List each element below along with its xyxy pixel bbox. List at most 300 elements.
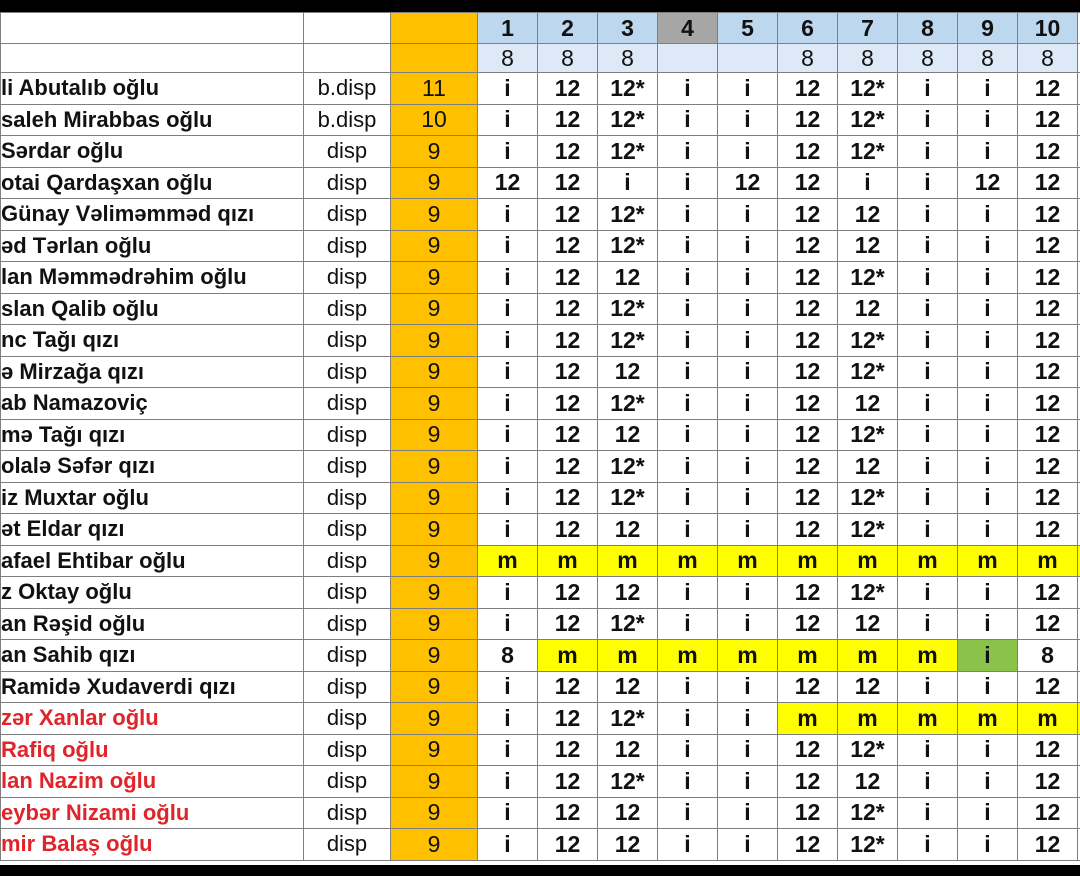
enrollment-type[interactable]: disp [304, 482, 391, 514]
grade-cell[interactable]: 12 [598, 262, 658, 294]
student-name[interactable]: Rafiq oğlu [1, 734, 304, 766]
grade-cell[interactable]: m [718, 640, 778, 672]
column-number-9[interactable]: 9 [958, 13, 1018, 44]
grade-cell[interactable]: i [478, 230, 538, 262]
max-points-3[interactable]: 8 [598, 44, 658, 73]
enrollment-type[interactable]: disp [304, 419, 391, 451]
grade-cell[interactable]: m [538, 545, 598, 577]
enrollment-type[interactable]: disp [304, 734, 391, 766]
grade-cell[interactable]: i [658, 104, 718, 136]
grade-cell[interactable]: 12 [1018, 104, 1078, 136]
column-number-7[interactable]: 7 [838, 13, 898, 44]
enrollment-type[interactable]: b.disp [304, 104, 391, 136]
grade-cell[interactable]: i [478, 797, 538, 829]
grade-cell[interactable]: 12* [598, 136, 658, 168]
grade-cell[interactable]: 12 [598, 577, 658, 609]
grade-cell[interactable]: m [958, 545, 1018, 577]
grade-cell[interactable]: m [1018, 545, 1078, 577]
grade-cell[interactable]: i [898, 325, 958, 357]
score-cell[interactable]: 9 [391, 703, 478, 735]
grade-cell[interactable]: i [958, 766, 1018, 798]
grade-cell[interactable]: 12 [838, 671, 898, 703]
student-name[interactable]: saleh Mirabbas oğlu [1, 104, 304, 136]
grade-cell[interactable]: 12* [598, 451, 658, 483]
grade-cell[interactable]: i [658, 797, 718, 829]
grade-cell[interactable]: i [898, 482, 958, 514]
grade-cell[interactable]: i [718, 514, 778, 546]
grade-cell[interactable]: i [478, 514, 538, 546]
grade-cell[interactable]: 12 [538, 734, 598, 766]
student-name[interactable]: lan Məmmədrəhim oğlu [1, 262, 304, 294]
grade-cell[interactable]: 12 [1018, 419, 1078, 451]
grade-cell[interactable]: i [958, 797, 1018, 829]
grade-cell[interactable]: i [958, 388, 1018, 420]
grade-cell[interactable]: i [718, 703, 778, 735]
grade-cell[interactable]: i [838, 167, 898, 199]
grade-cell[interactable]: 12* [838, 514, 898, 546]
grade-cell[interactable]: m [658, 545, 718, 577]
grade-cell[interactable]: i [898, 514, 958, 546]
grade-cell[interactable]: i [658, 73, 718, 105]
grade-cell[interactable]: 12* [838, 104, 898, 136]
score-cell[interactable]: 9 [391, 356, 478, 388]
student-name[interactable]: nc Tağı qızı [1, 325, 304, 357]
student-name[interactable]: ab Namazoviç [1, 388, 304, 420]
grade-cell[interactable]: 12 [778, 293, 838, 325]
grade-cell[interactable]: i [658, 199, 718, 231]
grade-cell[interactable]: 12 [778, 104, 838, 136]
grade-cell[interactable]: i [958, 104, 1018, 136]
grade-cell[interactable]: m [778, 640, 838, 672]
grade-cell[interactable]: i [658, 356, 718, 388]
column-number-1[interactable]: 1 [478, 13, 538, 44]
student-name[interactable]: slan Qalib oğlu [1, 293, 304, 325]
grade-cell[interactable]: 12 [838, 608, 898, 640]
grade-cell[interactable]: i [898, 136, 958, 168]
grade-cell[interactable]: i [478, 482, 538, 514]
enrollment-type[interactable]: disp [304, 262, 391, 294]
grade-cell[interactable]: i [958, 671, 1018, 703]
grade-cell[interactable]: 12 [1018, 356, 1078, 388]
grade-cell[interactable]: 12 [1018, 829, 1078, 861]
grade-cell[interactable]: i [478, 293, 538, 325]
grade-cell[interactable]: i [898, 734, 958, 766]
grade-cell[interactable]: 12 [538, 199, 598, 231]
grade-cell[interactable]: i [958, 608, 1018, 640]
score-cell[interactable]: 9 [391, 482, 478, 514]
grade-cell[interactable]: i [898, 671, 958, 703]
grade-cell[interactable]: i [898, 293, 958, 325]
grade-cell[interactable]: i [478, 766, 538, 798]
grade-cell[interactable]: 12 [778, 136, 838, 168]
grade-cell[interactable]: 12* [838, 829, 898, 861]
student-name[interactable]: otai Qardaşxan oğlu [1, 167, 304, 199]
grade-cell[interactable]: i [718, 104, 778, 136]
grade-cell[interactable]: 12 [538, 608, 598, 640]
grade-cell[interactable]: 12 [778, 419, 838, 451]
grade-cell[interactable]: 8 [478, 640, 538, 672]
grade-cell[interactable]: m [838, 545, 898, 577]
grade-cell[interactable]: i [718, 766, 778, 798]
grade-cell[interactable]: i [718, 230, 778, 262]
grade-cell[interactable]: i [718, 829, 778, 861]
grade-cell[interactable]: 12 [778, 167, 838, 199]
grade-cell[interactable]: i [958, 356, 1018, 388]
grade-cell[interactable]: i [898, 577, 958, 609]
grade-cell[interactable]: 12* [598, 703, 658, 735]
grade-cell[interactable]: 12* [598, 104, 658, 136]
grade-cell[interactable]: i [718, 671, 778, 703]
grade-cell[interactable]: i [658, 293, 718, 325]
max-points-8[interactable]: 8 [898, 44, 958, 73]
grade-cell[interactable]: 12 [838, 766, 898, 798]
grade-cell[interactable]: 12 [778, 451, 838, 483]
score-cell[interactable]: 9 [391, 388, 478, 420]
score-cell[interactable]: 9 [391, 199, 478, 231]
grade-cell[interactable]: 12 [538, 419, 598, 451]
grade-cell[interactable]: 12 [1018, 608, 1078, 640]
grade-cell[interactable]: i [658, 419, 718, 451]
grade-cell[interactable]: 12 [538, 482, 598, 514]
grade-cell[interactable]: i [958, 734, 1018, 766]
grade-cell[interactable]: m [598, 640, 658, 672]
grade-cell[interactable]: i [478, 419, 538, 451]
grade-cell[interactable]: 12 [1018, 262, 1078, 294]
grade-cell[interactable]: i [958, 419, 1018, 451]
grade-cell[interactable]: 12 [838, 451, 898, 483]
grade-cell[interactable]: 12 [838, 199, 898, 231]
grade-cell[interactable]: i [718, 734, 778, 766]
grade-cell[interactable]: 12 [1018, 325, 1078, 357]
score-cell[interactable]: 11 [391, 73, 478, 105]
grade-cell[interactable]: i [478, 356, 538, 388]
grade-cell[interactable]: 12 [538, 766, 598, 798]
grade-cell[interactable]: m [898, 545, 958, 577]
score-cell[interactable]: 10 [391, 104, 478, 136]
grade-cell[interactable]: 8 [1018, 640, 1078, 672]
grade-cell[interactable]: m [658, 640, 718, 672]
grade-cell[interactable]: i [958, 514, 1018, 546]
grade-cell[interactable]: m [958, 703, 1018, 735]
student-name[interactable]: mir Balaş oğlu [1, 829, 304, 861]
enrollment-type[interactable]: b.disp [304, 73, 391, 105]
column-number-5[interactable]: 5 [718, 13, 778, 44]
grade-cell[interactable]: 12 [1018, 199, 1078, 231]
score-cell[interactable]: 9 [391, 545, 478, 577]
grade-cell[interactable]: i [718, 199, 778, 231]
grade-cell[interactable]: 12 [538, 671, 598, 703]
enrollment-type[interactable]: disp [304, 766, 391, 798]
grade-cell[interactable]: 12 [1018, 514, 1078, 546]
grade-cell[interactable]: 12 [838, 388, 898, 420]
grade-cell[interactable]: i [658, 671, 718, 703]
grade-cell[interactable]: 12 [1018, 136, 1078, 168]
score-cell[interactable]: 9 [391, 640, 478, 672]
grade-cell[interactable]: i [478, 671, 538, 703]
grade-cell[interactable]: 12 [538, 451, 598, 483]
grade-cell[interactable]: 12 [778, 797, 838, 829]
grade-cell[interactable]: 12 [1018, 482, 1078, 514]
enrollment-type[interactable]: disp [304, 797, 391, 829]
grade-cell[interactable]: 12 [1018, 73, 1078, 105]
grade-cell[interactable]: 12 [1018, 766, 1078, 798]
grade-cell[interactable]: 12 [538, 262, 598, 294]
grade-cell[interactable]: i [658, 230, 718, 262]
grade-cell[interactable]: 12* [598, 199, 658, 231]
grade-cell[interactable]: i [718, 419, 778, 451]
score-cell[interactable]: 9 [391, 766, 478, 798]
student-name[interactable]: afael Ehtibar oğlu [1, 545, 304, 577]
grade-cell[interactable]: 12* [838, 577, 898, 609]
score-cell[interactable]: 9 [391, 671, 478, 703]
grade-cell[interactable]: 12 [598, 829, 658, 861]
grade-cell[interactable]: i [898, 829, 958, 861]
grade-cell[interactable]: 12 [538, 829, 598, 861]
grade-cell[interactable]: i [598, 167, 658, 199]
grade-cell[interactable]: 12* [598, 293, 658, 325]
score-cell[interactable]: 9 [391, 797, 478, 829]
grade-cell[interactable]: m [898, 640, 958, 672]
enrollment-type[interactable]: disp [304, 136, 391, 168]
grade-cell[interactable]: i [898, 419, 958, 451]
max-points-10[interactable]: 8 [1018, 44, 1078, 73]
student-name[interactable]: zər Xanlar oğlu [1, 703, 304, 735]
grade-cell[interactable]: m [778, 703, 838, 735]
student-name[interactable]: z Oktay oğlu [1, 577, 304, 609]
grade-cell[interactable]: 12 [1018, 797, 1078, 829]
grade-cell[interactable]: i [718, 388, 778, 420]
score-cell[interactable]: 9 [391, 136, 478, 168]
enrollment-type[interactable]: disp [304, 577, 391, 609]
student-name[interactable]: Ramidə Xudaverdi qızı [1, 671, 304, 703]
grade-cell[interactable]: 12 [778, 766, 838, 798]
grade-cell[interactable]: m [478, 545, 538, 577]
grade-cell[interactable]: i [658, 482, 718, 514]
grade-cell[interactable]: 12 [538, 73, 598, 105]
grade-cell[interactable]: i [958, 293, 1018, 325]
grade-cell[interactable]: i [958, 640, 1018, 672]
grade-cell[interactable]: 12 [958, 167, 1018, 199]
grade-cell[interactable]: i [898, 608, 958, 640]
grade-cell[interactable]: 12 [838, 230, 898, 262]
grade-cell[interactable]: i [718, 356, 778, 388]
score-cell[interactable]: 9 [391, 577, 478, 609]
grade-cell[interactable]: i [898, 797, 958, 829]
score-cell[interactable]: 9 [391, 262, 478, 294]
grade-cell[interactable]: i [658, 136, 718, 168]
student-name[interactable]: əd Tərlan oğlu [1, 230, 304, 262]
grade-cell[interactable]: 12 [538, 703, 598, 735]
enrollment-type[interactable]: disp [304, 199, 391, 231]
grade-cell[interactable]: m [718, 545, 778, 577]
max-points-4[interactable] [658, 44, 718, 73]
grade-cell[interactable]: i [718, 73, 778, 105]
grade-cell[interactable]: 12* [598, 388, 658, 420]
student-name[interactable]: Günay Vəliməmməd qızı [1, 199, 304, 231]
grade-cell[interactable]: 12* [598, 325, 658, 357]
grade-cell[interactable]: i [898, 388, 958, 420]
grade-cell[interactable]: 12 [538, 167, 598, 199]
grade-cell[interactable]: i [658, 577, 718, 609]
grade-cell[interactable]: i [718, 482, 778, 514]
grade-cell[interactable]: 12* [598, 73, 658, 105]
grade-cell[interactable]: m [1018, 703, 1078, 735]
grade-cell[interactable]: i [718, 608, 778, 640]
grade-cell[interactable]: 12 [778, 608, 838, 640]
grade-cell[interactable]: 12 [538, 325, 598, 357]
grade-cell[interactable]: 12 [538, 230, 598, 262]
enrollment-type[interactable]: disp [304, 230, 391, 262]
score-cell[interactable]: 9 [391, 451, 478, 483]
grade-cell[interactable]: i [718, 262, 778, 294]
grade-cell[interactable]: i [958, 325, 1018, 357]
max-points-7[interactable]: 8 [838, 44, 898, 73]
grade-cell[interactable]: i [658, 734, 718, 766]
max-points-1[interactable]: 8 [478, 44, 538, 73]
grade-cell[interactable]: 12 [1018, 671, 1078, 703]
score-cell[interactable]: 9 [391, 514, 478, 546]
grade-cell[interactable]: 12 [838, 293, 898, 325]
grade-cell[interactable]: 12 [778, 388, 838, 420]
grade-cell[interactable]: i [958, 199, 1018, 231]
score-cell[interactable]: 9 [391, 230, 478, 262]
grade-cell[interactable]: i [898, 73, 958, 105]
grade-cell[interactable]: 12 [598, 514, 658, 546]
student-name[interactable]: ət Eldar qızı [1, 514, 304, 546]
grade-cell[interactable]: 12* [838, 262, 898, 294]
grade-cell[interactable]: i [478, 608, 538, 640]
score-cell[interactable]: 9 [391, 325, 478, 357]
score-cell[interactable]: 9 [391, 829, 478, 861]
grade-cell[interactable]: i [478, 199, 538, 231]
grade-cell[interactable]: i [478, 734, 538, 766]
grade-cell[interactable]: 12 [1018, 230, 1078, 262]
grade-cell[interactable]: i [478, 73, 538, 105]
grade-cell[interactable]: 12* [838, 734, 898, 766]
column-number-10[interactable]: 10 [1018, 13, 1078, 44]
grade-cell[interactable]: 12* [838, 482, 898, 514]
grade-cell[interactable]: 12 [1018, 577, 1078, 609]
enrollment-type[interactable]: disp [304, 388, 391, 420]
enrollment-type[interactable]: disp [304, 167, 391, 199]
grade-cell[interactable]: i [898, 167, 958, 199]
student-name[interactable]: Sərdar oğlu [1, 136, 304, 168]
grade-cell[interactable]: i [658, 388, 718, 420]
grade-cell[interactable]: 12 [778, 482, 838, 514]
grade-cell[interactable]: i [718, 293, 778, 325]
grade-cell[interactable]: 12 [778, 671, 838, 703]
grade-cell[interactable]: 12 [538, 577, 598, 609]
grade-cell[interactable]: 12* [838, 356, 898, 388]
grade-cell[interactable]: i [658, 703, 718, 735]
enrollment-type[interactable]: disp [304, 545, 391, 577]
score-cell[interactable]: 9 [391, 293, 478, 325]
max-points-5[interactable] [718, 44, 778, 73]
grade-cell[interactable]: i [478, 325, 538, 357]
student-name[interactable]: mə Tağı qızı [1, 419, 304, 451]
student-name[interactable]: ə Mirzağa qızı [1, 356, 304, 388]
grade-cell[interactable]: i [658, 262, 718, 294]
student-name[interactable]: li Abutalıb oğlu [1, 73, 304, 105]
grade-cell[interactable]: m [838, 703, 898, 735]
grade-cell[interactable]: i [958, 73, 1018, 105]
grade-cell[interactable]: 12* [838, 73, 898, 105]
max-points-2[interactable]: 8 [538, 44, 598, 73]
grade-cell[interactable]: i [718, 325, 778, 357]
grade-cell[interactable]: 12 [538, 514, 598, 546]
grade-cell[interactable]: 12 [1018, 451, 1078, 483]
grade-cell[interactable]: 12 [778, 577, 838, 609]
student-name[interactable]: an Rəşid oğlu [1, 608, 304, 640]
grade-cell[interactable]: 12 [538, 136, 598, 168]
grade-cell[interactable]: 12 [478, 167, 538, 199]
grade-cell[interactable]: i [898, 199, 958, 231]
grade-cell[interactable]: 12* [598, 608, 658, 640]
enrollment-type[interactable]: disp [304, 356, 391, 388]
column-number-8[interactable]: 8 [898, 13, 958, 44]
grade-cell[interactable]: 12 [538, 356, 598, 388]
student-name[interactable]: iz Muxtar oğlu [1, 482, 304, 514]
grade-cell[interactable]: i [658, 514, 718, 546]
enrollment-type[interactable]: disp [304, 514, 391, 546]
grade-cell[interactable]: 12 [778, 325, 838, 357]
grade-cell[interactable]: m [778, 545, 838, 577]
grade-cell[interactable]: 12 [598, 419, 658, 451]
score-cell[interactable]: 9 [391, 419, 478, 451]
student-name[interactable]: olalə Səfər qızı [1, 451, 304, 483]
grade-cell[interactable]: i [658, 829, 718, 861]
grade-cell[interactable]: i [718, 797, 778, 829]
grade-cell[interactable]: i [478, 829, 538, 861]
grade-cell[interactable]: 12 [1018, 734, 1078, 766]
grade-cell[interactable]: 12* [838, 325, 898, 357]
grade-cell[interactable]: i [658, 608, 718, 640]
grade-cell[interactable]: 12 [538, 797, 598, 829]
grade-cell[interactable]: i [898, 451, 958, 483]
column-number-6[interactable]: 6 [778, 13, 838, 44]
grade-cell[interactable]: 12 [1018, 167, 1078, 199]
grade-cell[interactable]: 12 [778, 356, 838, 388]
max-points-6[interactable]: 8 [778, 44, 838, 73]
grade-cell[interactable]: 12 [778, 199, 838, 231]
grade-cell[interactable]: i [658, 766, 718, 798]
grade-cell[interactable]: i [478, 451, 538, 483]
grade-cell[interactable]: i [478, 262, 538, 294]
grade-cell[interactable]: 12 [598, 671, 658, 703]
grade-cell[interactable]: i [658, 167, 718, 199]
enrollment-type[interactable]: disp [304, 608, 391, 640]
grade-cell[interactable]: 12 [778, 829, 838, 861]
grade-cell[interactable]: i [478, 136, 538, 168]
grade-cell[interactable]: i [898, 230, 958, 262]
grade-cell[interactable]: m [898, 703, 958, 735]
grade-cell[interactable]: 12* [598, 766, 658, 798]
grade-cell[interactable]: i [478, 703, 538, 735]
enrollment-type[interactable]: disp [304, 829, 391, 861]
score-cell[interactable]: 9 [391, 167, 478, 199]
grade-cell[interactable]: i [958, 482, 1018, 514]
enrollment-type[interactable]: disp [304, 671, 391, 703]
grade-cell[interactable]: 12 [598, 356, 658, 388]
grade-cell[interactable]: i [718, 451, 778, 483]
enrollment-type[interactable]: disp [304, 703, 391, 735]
grade-cell[interactable]: 12* [598, 482, 658, 514]
grade-cell[interactable]: 12* [838, 419, 898, 451]
grade-cell[interactable]: m [838, 640, 898, 672]
student-name[interactable]: eybər Nizami oğlu [1, 797, 304, 829]
grade-cell[interactable]: 12 [538, 293, 598, 325]
grade-cell[interactable]: i [658, 325, 718, 357]
